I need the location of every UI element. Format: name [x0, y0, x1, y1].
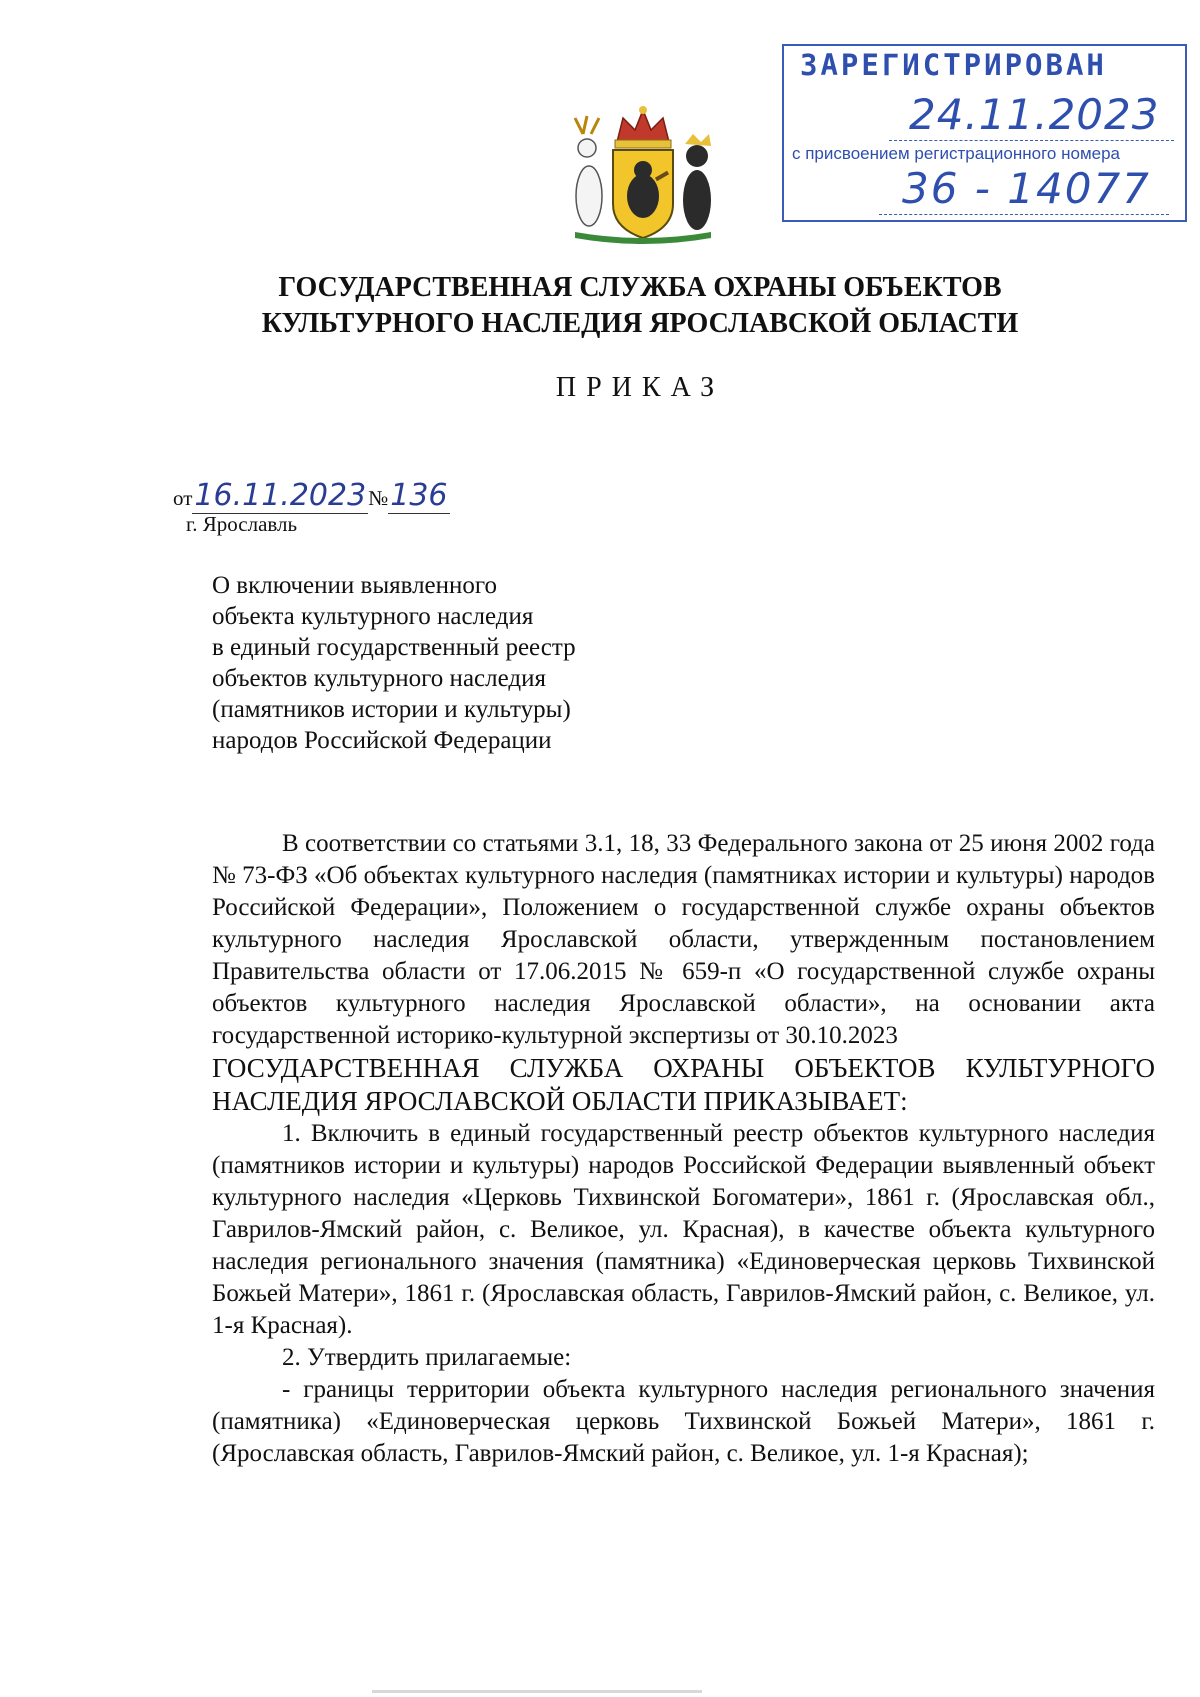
- order-number: 136: [390, 478, 448, 513]
- item-1-paragraph: 1. Включить в единый государственный реестр объектов культурного наследия (памятников истории и культуры) народов Российской Федерации выявленный объект культурного наследия «Церковь Тихвинской Богоматери», 1861 г. (Ярославская обл., Гаврилов-Ямский район, с. Великое, ул. Красная), в качестве объекта культурного наследия регионального значения (памятника) «Единоверческая церковь Тихвинской Божьей Матери», 1861 г. (Ярославская область, Гаврилов-Ямский район, с. Великое, ул. 1-я Красная).: [212, 1120, 1155, 1339]
- stamp-date: 24.11.2023: [909, 90, 1160, 139]
- stamp-note: с присвоением регистрационного номера: [792, 144, 1120, 163]
- org-line-1: ГОСУДАРСТВЕННАЯ СЛУЖБА ОХРАНЫ ОБЪЕКТОВ: [278, 272, 1002, 303]
- order-date: 16.11.2023: [194, 478, 367, 513]
- orders-statement: ГОСУДАРСТВЕННАЯ СЛУЖБА ОХРАНЫ ОБЪЕКТОВ КУЛЬТУРНОГО НАСЛЕДИЯ ЯРОСЛАВСКОЙ ОБЛАСТИ ПРИКАЗЫВАЕТ:: [212, 1053, 1155, 1116]
- subject-line: в единый государственный реестр: [212, 634, 576, 661]
- order-body: [212, 828, 1155, 1470]
- document-type: ПРИКАЗ: [555, 372, 725, 403]
- item-2-subitem-1: - границы территории объекта культурного наследия регионального значения (памятника) «Единоверческая церковь Тихвинской Божьей Матери», 1861 г. (Ярославская область, Гаврилов-Ямский район, с. Великое, ул. 1-я Красная);: [212, 1376, 1155, 1467]
- order-subject: [212, 570, 732, 756]
- city: г. Ярославль: [186, 512, 298, 536]
- order-dateline: [173, 478, 450, 513]
- subject-line: объектов культурного наследия: [212, 665, 546, 692]
- item-2-paragraph: 2. Утвердить прилагаемые:: [282, 1344, 572, 1371]
- org-line-2: КУЛЬТУРНОГО НАСЛЕДИЯ ЯРОСЛАВСКОЙ ОБЛАСТИ: [261, 308, 1019, 339]
- number-label: №: [368, 486, 389, 510]
- registration-stamp: [782, 44, 1187, 222]
- subject-line: народов Российской Федерации: [212, 727, 552, 754]
- stamp-title: ЗАРЕГИСТРИРОВАН: [800, 48, 1107, 82]
- page-bottom-mark: [372, 1690, 702, 1693]
- from-label: от: [173, 486, 193, 510]
- stamp-registration-number: 36 - 14077: [902, 164, 1151, 213]
- subject-line: (памятников истории и культуры): [212, 696, 571, 723]
- stamp-number-underline: [879, 214, 1169, 215]
- yaroslavl-coat-of-arms-icon: [565, 104, 720, 244]
- preamble-paragraph: В соответствии со статьями 3.1, 18, 33 Федерального закона от 25 июня 2002 года № 73-ФЗ «Об объектах культурного наследия (памятниках истории и культуры) народов Российской Федерации», Положением о государственной службе охраны объектов культурного наследия Ярославской области, утвержденным постановлением Правительства области от 17.06.2015 № 659-п «О государственной службе охраны объектов культурного наследия Ярославской области», на основании акта государственной историко-культурной экспертизы от 30.10.2023: [212, 830, 1155, 1049]
- stamp-date-underline: [889, 140, 1174, 141]
- organization-name: [160, 270, 1120, 342]
- subject-line: объекта культурного наследия: [212, 603, 534, 630]
- subject-line: О включении выявленного: [212, 572, 498, 599]
